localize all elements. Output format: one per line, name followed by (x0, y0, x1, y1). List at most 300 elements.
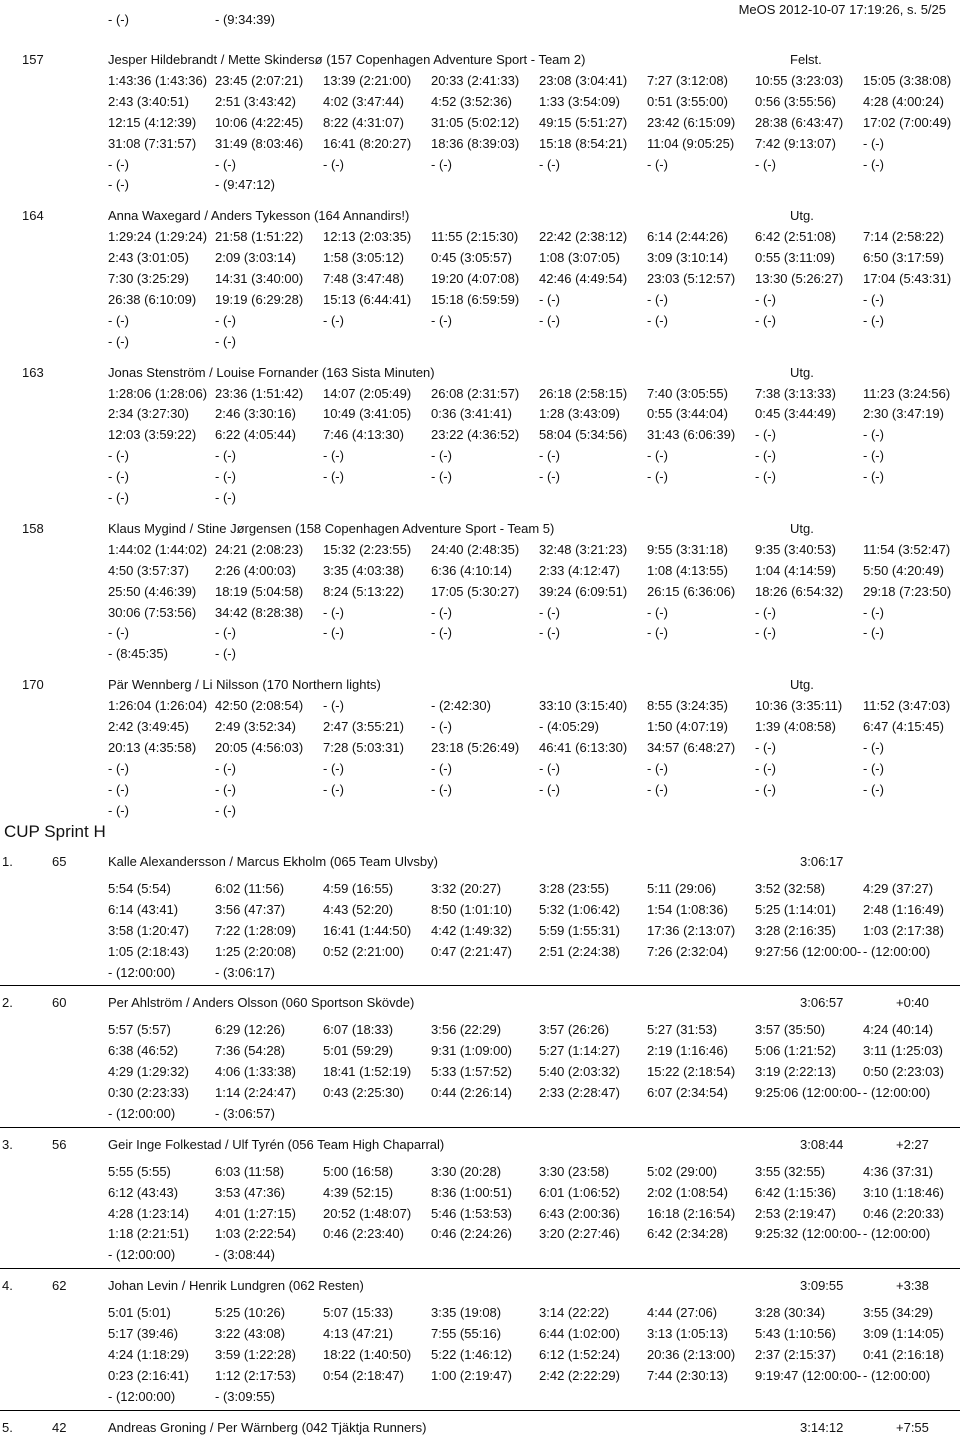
split-time: 1:58 (3:05:12) (323, 250, 404, 266)
split-time: 2:09 (3:03:14) (215, 250, 296, 266)
split-time: 5:32 (1:06:42) (539, 901, 620, 917)
placement: 1. (2, 854, 13, 869)
split-time: - (-) (108, 333, 129, 349)
split-time: 0:30 (2:23:33) (108, 1085, 189, 1100)
split-time: - (-) (647, 625, 668, 641)
split-row (0, 467, 960, 487)
split-time: 42:50 (2:08:54) (215, 698, 304, 714)
split-time: 0:46 (2:23:40) (323, 1226, 404, 1242)
split-time: - (-) (431, 625, 452, 641)
split-time: 7:26 (2:32:04) (647, 943, 728, 959)
split-time: 2:51 (3:43:42) (215, 93, 296, 109)
split-time: 23:22 (4:36:52) (431, 427, 520, 443)
split-row (0, 1183, 960, 1203)
split-time: - (-) (323, 156, 344, 172)
split-row (0, 248, 960, 268)
split-time: 11:04 (9:05:25) (647, 135, 735, 151)
split-time: 26:15 (6:36:06) (647, 583, 736, 599)
split-time: 0:23 (2:16:41) (108, 1367, 189, 1383)
split-time: 2:33 (4:12:47) (539, 562, 620, 578)
split-time: 0:43 (2:25:30) (323, 1085, 404, 1100)
split-time: 6:36 (4:10:14) (431, 562, 512, 578)
split-row (0, 1020, 960, 1040)
split-time: 2:46 (3:30:16) (215, 406, 296, 422)
split-time: 14:07 (2:05:49) (323, 385, 412, 401)
split-time: 1:03 (2:17:38) (863, 922, 944, 938)
team-number: 62 (52, 1278, 67, 1294)
split-time: 9:35 (3:40:53) (755, 541, 836, 557)
split-time: - (-) (215, 490, 236, 505)
team-row (0, 50, 960, 70)
split-row (0, 900, 960, 920)
split-time: 6:07 (2:34:54) (647, 1085, 728, 1100)
split-time: - (12:00:00) (863, 943, 931, 959)
split-row (0, 801, 960, 821)
split-time: 3:28 (2:16:35) (755, 922, 836, 938)
split-time: - (-) (108, 156, 129, 172)
split-time: 1:33 (3:54:09) (539, 93, 620, 109)
split-time: - (-) (108, 12, 129, 27)
split-time: 4:29 (1:29:32) (108, 1064, 189, 1080)
split-row (0, 71, 960, 91)
split-time: 2:53 (2:19:47) (755, 1205, 836, 1221)
split-time: - (-) (215, 802, 236, 818)
split-time: 5:33 (1:57:52) (431, 1064, 512, 1080)
split-time: 6:12 (1:52:24) (539, 1346, 620, 1362)
split-time: 58:04 (5:34:56) (539, 427, 628, 443)
split-time: - (-) (863, 427, 884, 443)
placement: 2. (2, 995, 13, 1011)
split-time: 20:13 (4:35:58) (108, 739, 197, 755)
split-time: - (-) (647, 469, 668, 485)
split-time: - (-) (755, 469, 776, 485)
team-name: Johan Levin / Henrik Lundgren (062 Resten) (108, 1278, 364, 1294)
split-time: - (-) (431, 448, 452, 464)
split-time: 2:33 (2:28:47) (539, 1085, 620, 1100)
split-time: 3:30 (20:28) (431, 1163, 502, 1179)
split-time: 33:10 (3:15:40) (539, 698, 628, 714)
split-time: - (-) (539, 312, 560, 328)
time-behind: +2:27 (896, 1136, 929, 1152)
split-time: 23:08 (3:04:41) (539, 72, 628, 88)
split-time: 6:03 (11:58) (215, 1163, 285, 1179)
split-time: 5:01 (5:01) (108, 1305, 171, 1321)
split-time: 15:32 (2:23:55) (323, 541, 412, 557)
split-time: - (-) (863, 469, 884, 485)
split-time: 18:22 (1:40:50) (323, 1346, 412, 1362)
split-time: 1:08 (3:07:05) (539, 250, 620, 266)
team-number: 158 (22, 520, 44, 536)
split-time: 8:50 (1:01:10) (431, 901, 512, 917)
split-time: - (2:42:30) (431, 698, 491, 714)
split-time: 42:46 (4:49:54) (539, 271, 628, 286)
split-time: 3:56 (22:29) (431, 1022, 502, 1038)
time-behind: +0:40 (896, 995, 929, 1011)
split-time: 15:13 (6:44:41) (323, 291, 412, 307)
split-time: 14:31 (3:40:00) (215, 271, 304, 286)
split-time: 1:54 (1:08:36) (647, 901, 728, 917)
team-number: 42 (52, 1419, 67, 1435)
split-time: 1:44:02 (1:44:02) (108, 541, 208, 557)
split-time: 28:38 (6:43:47) (755, 114, 844, 130)
split-time: 6:42 (2:34:28) (647, 1226, 728, 1242)
split-time: 18:41 (1:52:19) (323, 1064, 412, 1080)
split-time: 2:02 (1:08:54) (647, 1184, 728, 1200)
split-time: 19:20 (4:07:08) (431, 271, 520, 286)
divider (0, 1410, 960, 1411)
split-time: 8:22 (4:31:07) (323, 114, 404, 130)
split-time: 0:46 (2:20:33) (863, 1205, 944, 1221)
split-time: 6:47 (4:15:45) (863, 719, 944, 734)
split-time: - (-) (647, 291, 668, 307)
split-time: - (-) (755, 739, 776, 755)
split-time: 7:38 (3:13:33) (755, 385, 836, 401)
split-time: 5:07 (15:33) (323, 1305, 394, 1321)
split-time: 0:44 (2:26:14) (431, 1085, 512, 1100)
split-time: 4:28 (4:00:24) (863, 93, 944, 109)
split-time: 1:29:24 (1:29:24) (108, 229, 208, 245)
split-time: - (-) (215, 646, 236, 662)
section-title: CUP Sprint H (4, 822, 106, 841)
split-time: 6:01 (1:06:52) (539, 1184, 620, 1200)
split-time: 23:45 (2:07:21) (215, 72, 304, 88)
split-time: - (-) (863, 625, 884, 641)
split-row (0, 644, 960, 664)
split-time: - (9:47:12) (215, 177, 275, 193)
split-time: 6:43 (2:00:36) (539, 1205, 620, 1221)
split-time: 1:26:04 (1:26:04) (108, 698, 208, 714)
split-time: - (-) (647, 604, 668, 620)
team-row (0, 852, 960, 872)
team-row (0, 993, 960, 1013)
split-row (0, 175, 960, 195)
split-time: 3:52 (32:58) (755, 880, 826, 896)
team-name: Kalle Alexandersson / Marcus Ekholm (065 Team Ulvsby) (108, 854, 438, 869)
split-time: - (-) (755, 781, 776, 797)
split-time: 7:40 (3:05:55) (647, 385, 728, 401)
split-time: 15:22 (2:18:54) (647, 1064, 736, 1080)
split-time: 32:48 (3:21:23) (539, 541, 628, 557)
split-row (0, 1324, 960, 1344)
split-time: 5:59 (1:55:31) (539, 922, 620, 938)
split-time: 9:27:56 (12:00:00- (755, 943, 862, 959)
split-row (0, 384, 960, 404)
split-time: 1:43:36 (1:43:36) (108, 72, 208, 88)
split-row (0, 942, 960, 962)
split-time: - (-) (215, 333, 236, 349)
split-time: - (-) (647, 312, 668, 328)
split-time: - (-) (539, 760, 560, 776)
split-time: - (-) (539, 781, 560, 797)
split-time: - (3:06:17) (215, 964, 275, 980)
split-time: 3:35 (4:03:38) (323, 562, 404, 578)
split-time: 6:14 (2:44:26) (647, 229, 728, 245)
split-row (0, 227, 960, 247)
split-row (0, 269, 960, 289)
split-time: 5:27 (31:53) (647, 1022, 718, 1038)
split-time: 3:59 (1:22:28) (215, 1346, 296, 1362)
split-time: 3:35 (19:08) (431, 1305, 502, 1321)
split-time: 4:59 (16:55) (323, 880, 394, 896)
split-time: 26:18 (2:58:15) (539, 385, 628, 401)
split-row (0, 92, 960, 112)
split-time: 21:58 (1:51:22) (215, 229, 304, 245)
split-time: 0:55 (3:11:09) (755, 250, 835, 266)
split-time: 5:43 (1:10:56) (755, 1326, 836, 1341)
split-time: 39:24 (6:09:51) (539, 583, 628, 599)
split-time: 31:05 (5:02:12) (431, 114, 520, 130)
split-time: 4:02 (3:47:44) (323, 93, 404, 109)
split-time: 4:39 (52:15) (323, 1184, 394, 1200)
split-time: - (12:00:00) (108, 1388, 176, 1404)
split-time: 5:00 (16:58) (323, 1163, 394, 1179)
split-time: 8:55 (3:24:35) (647, 698, 728, 714)
split-row (0, 1162, 960, 1182)
split-time: 0:45 (3:44:49) (755, 406, 836, 422)
split-time: 8:24 (5:13:22) (323, 583, 404, 599)
split-time: 5:57 (5:57) (108, 1022, 171, 1038)
split-row (0, 1366, 960, 1386)
split-time: 12:15 (4:12:39) (108, 114, 197, 130)
split-time: 11:23 (3:24:56) (863, 385, 951, 401)
split-time: 7:28 (5:03:31) (323, 739, 404, 755)
split-time: 31:43 (6:06:39) (647, 427, 736, 443)
split-time: - (-) (863, 156, 884, 172)
split-time: - (12:00:00) (108, 1247, 176, 1263)
placement: 4. (2, 1278, 13, 1294)
split-time: 0:36 (3:41:41) (431, 406, 512, 422)
split-row (0, 540, 960, 560)
split-row (0, 879, 960, 899)
split-time: 1:25 (2:20:08) (215, 943, 296, 959)
split-time: 2:37 (2:15:37) (755, 1346, 836, 1362)
split-time: - (8:45:35) (108, 646, 168, 662)
split-time: - (-) (755, 427, 776, 443)
split-row (0, 332, 960, 352)
team-name: Anna Waxegard / Anders Tykesson (164 Annandirs!) (108, 208, 410, 224)
split-time: 4:29 (37:27) (863, 880, 934, 896)
split-time: - (-) (215, 469, 236, 485)
split-time: 16:41 (1:44:50) (323, 922, 412, 938)
split-time: 3:11 (1:25:03) (863, 1043, 943, 1059)
split-time: 4:13 (47:21) (323, 1326, 394, 1341)
split-row (0, 446, 960, 466)
split-time: 6:14 (43:41) (108, 901, 179, 917)
split-time: 10:49 (3:41:05) (323, 406, 412, 422)
split-time: 15:05 (3:38:08) (863, 72, 952, 88)
split-time: - (-) (863, 604, 884, 620)
split-time: - (-) (215, 312, 236, 328)
split-row (0, 759, 960, 779)
team-name: Per Ahlström / Anders Olsson (060 Sportson Skövde) (108, 995, 415, 1011)
split-time: 20:52 (1:48:07) (323, 1205, 412, 1221)
split-time: 24:40 (2:48:35) (431, 541, 520, 557)
split-time: 1:28 (3:43:09) (539, 406, 620, 422)
split-time: 6:12 (43:43) (108, 1184, 179, 1200)
split-time: 26:38 (6:10:09) (108, 291, 197, 307)
team-number: 157 (22, 52, 44, 67)
split-row (0, 623, 960, 643)
split-time: 18:19 (5:04:58) (215, 583, 304, 599)
split-time: 5:06 (1:21:52) (755, 1043, 836, 1059)
split-time: 1:04 (4:14:59) (755, 562, 836, 578)
split-time: - (-) (755, 625, 776, 641)
split-time: - (-) (863, 135, 884, 151)
team-number: 170 (22, 677, 44, 693)
team-name: Pär Wennberg / Li Nilsson (170 Northern lights) (108, 677, 381, 693)
split-time: 7:48 (3:47:48) (323, 271, 404, 286)
split-time: 6:44 (1:02:00) (539, 1326, 620, 1341)
split-time: 3:09 (1:14:05) (863, 1326, 944, 1341)
divider (0, 1127, 960, 1128)
team-row (0, 1276, 960, 1296)
split-time: - (-) (108, 760, 129, 776)
split-time: 4:01 (1:27:15) (215, 1205, 296, 1221)
split-time: - (-) (108, 490, 129, 505)
split-time: - (-) (215, 448, 236, 464)
split-time: 2:43 (3:40:51) (108, 93, 189, 109)
split-time: 1:05 (2:18:43) (108, 943, 189, 959)
split-time: 11:55 (2:15:30) (431, 229, 519, 245)
team-number: 65 (52, 854, 67, 869)
split-time: 5:27 (1:14:27) (539, 1043, 620, 1059)
split-time: 3:55 (34:29) (863, 1305, 934, 1321)
split-time: - (-) (863, 781, 884, 797)
split-time: - (12:00:00) (108, 964, 176, 980)
team-row (0, 363, 960, 383)
split-time: 3:30 (23:58) (539, 1163, 610, 1179)
split-time: - (-) (108, 448, 129, 464)
split-time: 2:49 (3:52:34) (215, 719, 296, 734)
split-time: - (-) (539, 469, 560, 485)
split-time: 15:18 (8:54:21) (539, 135, 628, 151)
split-time: 2:43 (3:01:05) (108, 250, 189, 266)
split-time: 5:11 (29:06) (647, 880, 717, 896)
split-time: 31:08 (7:31:57) (108, 135, 197, 151)
split-time: 49:15 (5:51:27) (539, 114, 628, 130)
split-time: 7:44 (2:30:13) (647, 1367, 728, 1383)
split-time: 0:54 (2:18:47) (323, 1367, 404, 1383)
placement: 3. (2, 1136, 13, 1152)
split-time: 6:29 (12:26) (215, 1022, 286, 1038)
split-time: 6:42 (2:51:08) (755, 229, 836, 245)
split-time: - (-) (323, 760, 344, 776)
split-time: 5:25 (1:14:01) (755, 901, 836, 917)
split-time: 18:26 (6:54:32) (755, 583, 844, 599)
placement: 5. (2, 1419, 13, 1435)
split-time: 13:39 (2:21:00) (323, 72, 412, 88)
split-time: 4:28 (1:23:14) (108, 1205, 189, 1221)
split-time: 20:36 (2:13:00) (647, 1346, 736, 1362)
split-time: 2:30 (3:47:19) (863, 406, 944, 422)
split-row (0, 921, 960, 941)
total-time: 3:06:57 (800, 995, 844, 1011)
split-time: 3:13 (1:05:13) (647, 1326, 728, 1341)
split-time: 16:41 (8:20:27) (323, 135, 412, 151)
split-time: 6:50 (3:17:59) (863, 250, 944, 266)
team-number: 164 (22, 208, 44, 224)
split-time: - (-) (647, 760, 668, 776)
split-time: 9:25:32 (12:00:00- (755, 1226, 862, 1242)
split-time: 4:06 (1:33:38) (215, 1064, 296, 1080)
split-time: - (-) (755, 312, 776, 328)
split-time: 5:55 (5:55) (108, 1163, 171, 1179)
split-time: 29:18 (7:23:50) (863, 583, 952, 599)
split-time: 1:00 (2:19:47) (431, 1367, 512, 1383)
split-time: 6:38 (46:52) (108, 1043, 179, 1059)
split-row (0, 717, 960, 737)
split-time: 6:22 (4:05:44) (215, 427, 296, 443)
split-time: 2:34 (3:27:30) (108, 406, 189, 422)
split-time: 3:28 (30:34) (755, 1305, 826, 1321)
split-time: 12:03 (3:59:22) (108, 427, 197, 443)
split-time: 18:36 (8:39:03) (431, 135, 520, 151)
split-row (0, 1062, 960, 1082)
split-time: 3:57 (35:50) (755, 1022, 826, 1038)
split-time: 2:26 (4:00:03) (215, 562, 296, 578)
split-time: - (-) (755, 448, 776, 464)
split-row (0, 1224, 960, 1244)
split-time: 1:14 (2:24:47) (215, 1085, 296, 1100)
team-name: Klaus Mygind / Stine Jørgensen (158 Copenhagen Adventure Sport - Team 5) (108, 520, 555, 536)
split-time: 1:39 (4:08:58) (755, 719, 836, 734)
split-time: 7:42 (9:13:07) (755, 135, 836, 151)
split-time: 17:02 (7:00:49) (863, 114, 952, 130)
team-row (0, 1135, 960, 1155)
split-time: - (-) (863, 739, 884, 755)
split-time: 16:18 (2:16:54) (647, 1205, 736, 1221)
total-time: 3:06:17 (800, 854, 844, 869)
split-time: 1:28:06 (1:28:06) (108, 385, 208, 401)
split-time: 8:36 (1:00:51) (431, 1184, 512, 1200)
split-time: - (-) (755, 291, 776, 307)
split-time: 34:57 (6:48:27) (647, 739, 736, 755)
split-time: 9:19:47 (12:00:00- (755, 1367, 862, 1383)
split-time: 23:03 (5:12:57) (647, 271, 736, 286)
split-time: 3:53 (47:36) (215, 1184, 286, 1200)
split-time: 17:36 (2:13:07) (647, 922, 736, 938)
split-time: 4:43 (52:20) (323, 901, 394, 917)
split-time: 9:55 (3:31:18) (647, 541, 728, 557)
split-time: - (-) (108, 802, 129, 818)
split-time: 2:42 (2:22:29) (539, 1367, 620, 1383)
split-time: - (-) (539, 156, 560, 172)
team-status: Felst. (790, 52, 822, 67)
split-time: 0:45 (3:05:57) (431, 250, 512, 266)
split-time: - (-) (431, 469, 452, 485)
divider (0, 985, 960, 986)
split-row (0, 1387, 960, 1407)
split-time: - (-) (431, 781, 452, 797)
split-time: 5:02 (29:00) (647, 1163, 718, 1179)
split-time: - (3:06:57) (215, 1105, 275, 1121)
split-time: 11:54 (3:52:47) (863, 541, 951, 557)
split-time: 1:03 (2:22:54) (215, 1226, 296, 1242)
split-time: - (-) (215, 156, 236, 172)
split-time: 15:18 (6:59:59) (431, 291, 520, 307)
split-time: 7:30 (3:25:29) (108, 271, 189, 286)
split-row (0, 311, 960, 331)
split-time: 17:04 (5:43:31) (863, 271, 952, 286)
split-time: - (3:08:44) (215, 1247, 275, 1263)
split-time: 3:57 (26:26) (539, 1022, 610, 1038)
split-row (0, 488, 960, 508)
team-name: Andreas Groning / Per Wärnberg (042 Tjäktja Runners) (108, 1419, 427, 1435)
split-time: 9:31 (1:09:00) (431, 1043, 512, 1059)
page-header: MeOS 2012-10-07 17:19:26, s. 5/25 (738, 2, 946, 17)
split-time: 5:01 (59:29) (323, 1043, 394, 1059)
split-time: 5:40 (2:03:32) (539, 1064, 620, 1080)
